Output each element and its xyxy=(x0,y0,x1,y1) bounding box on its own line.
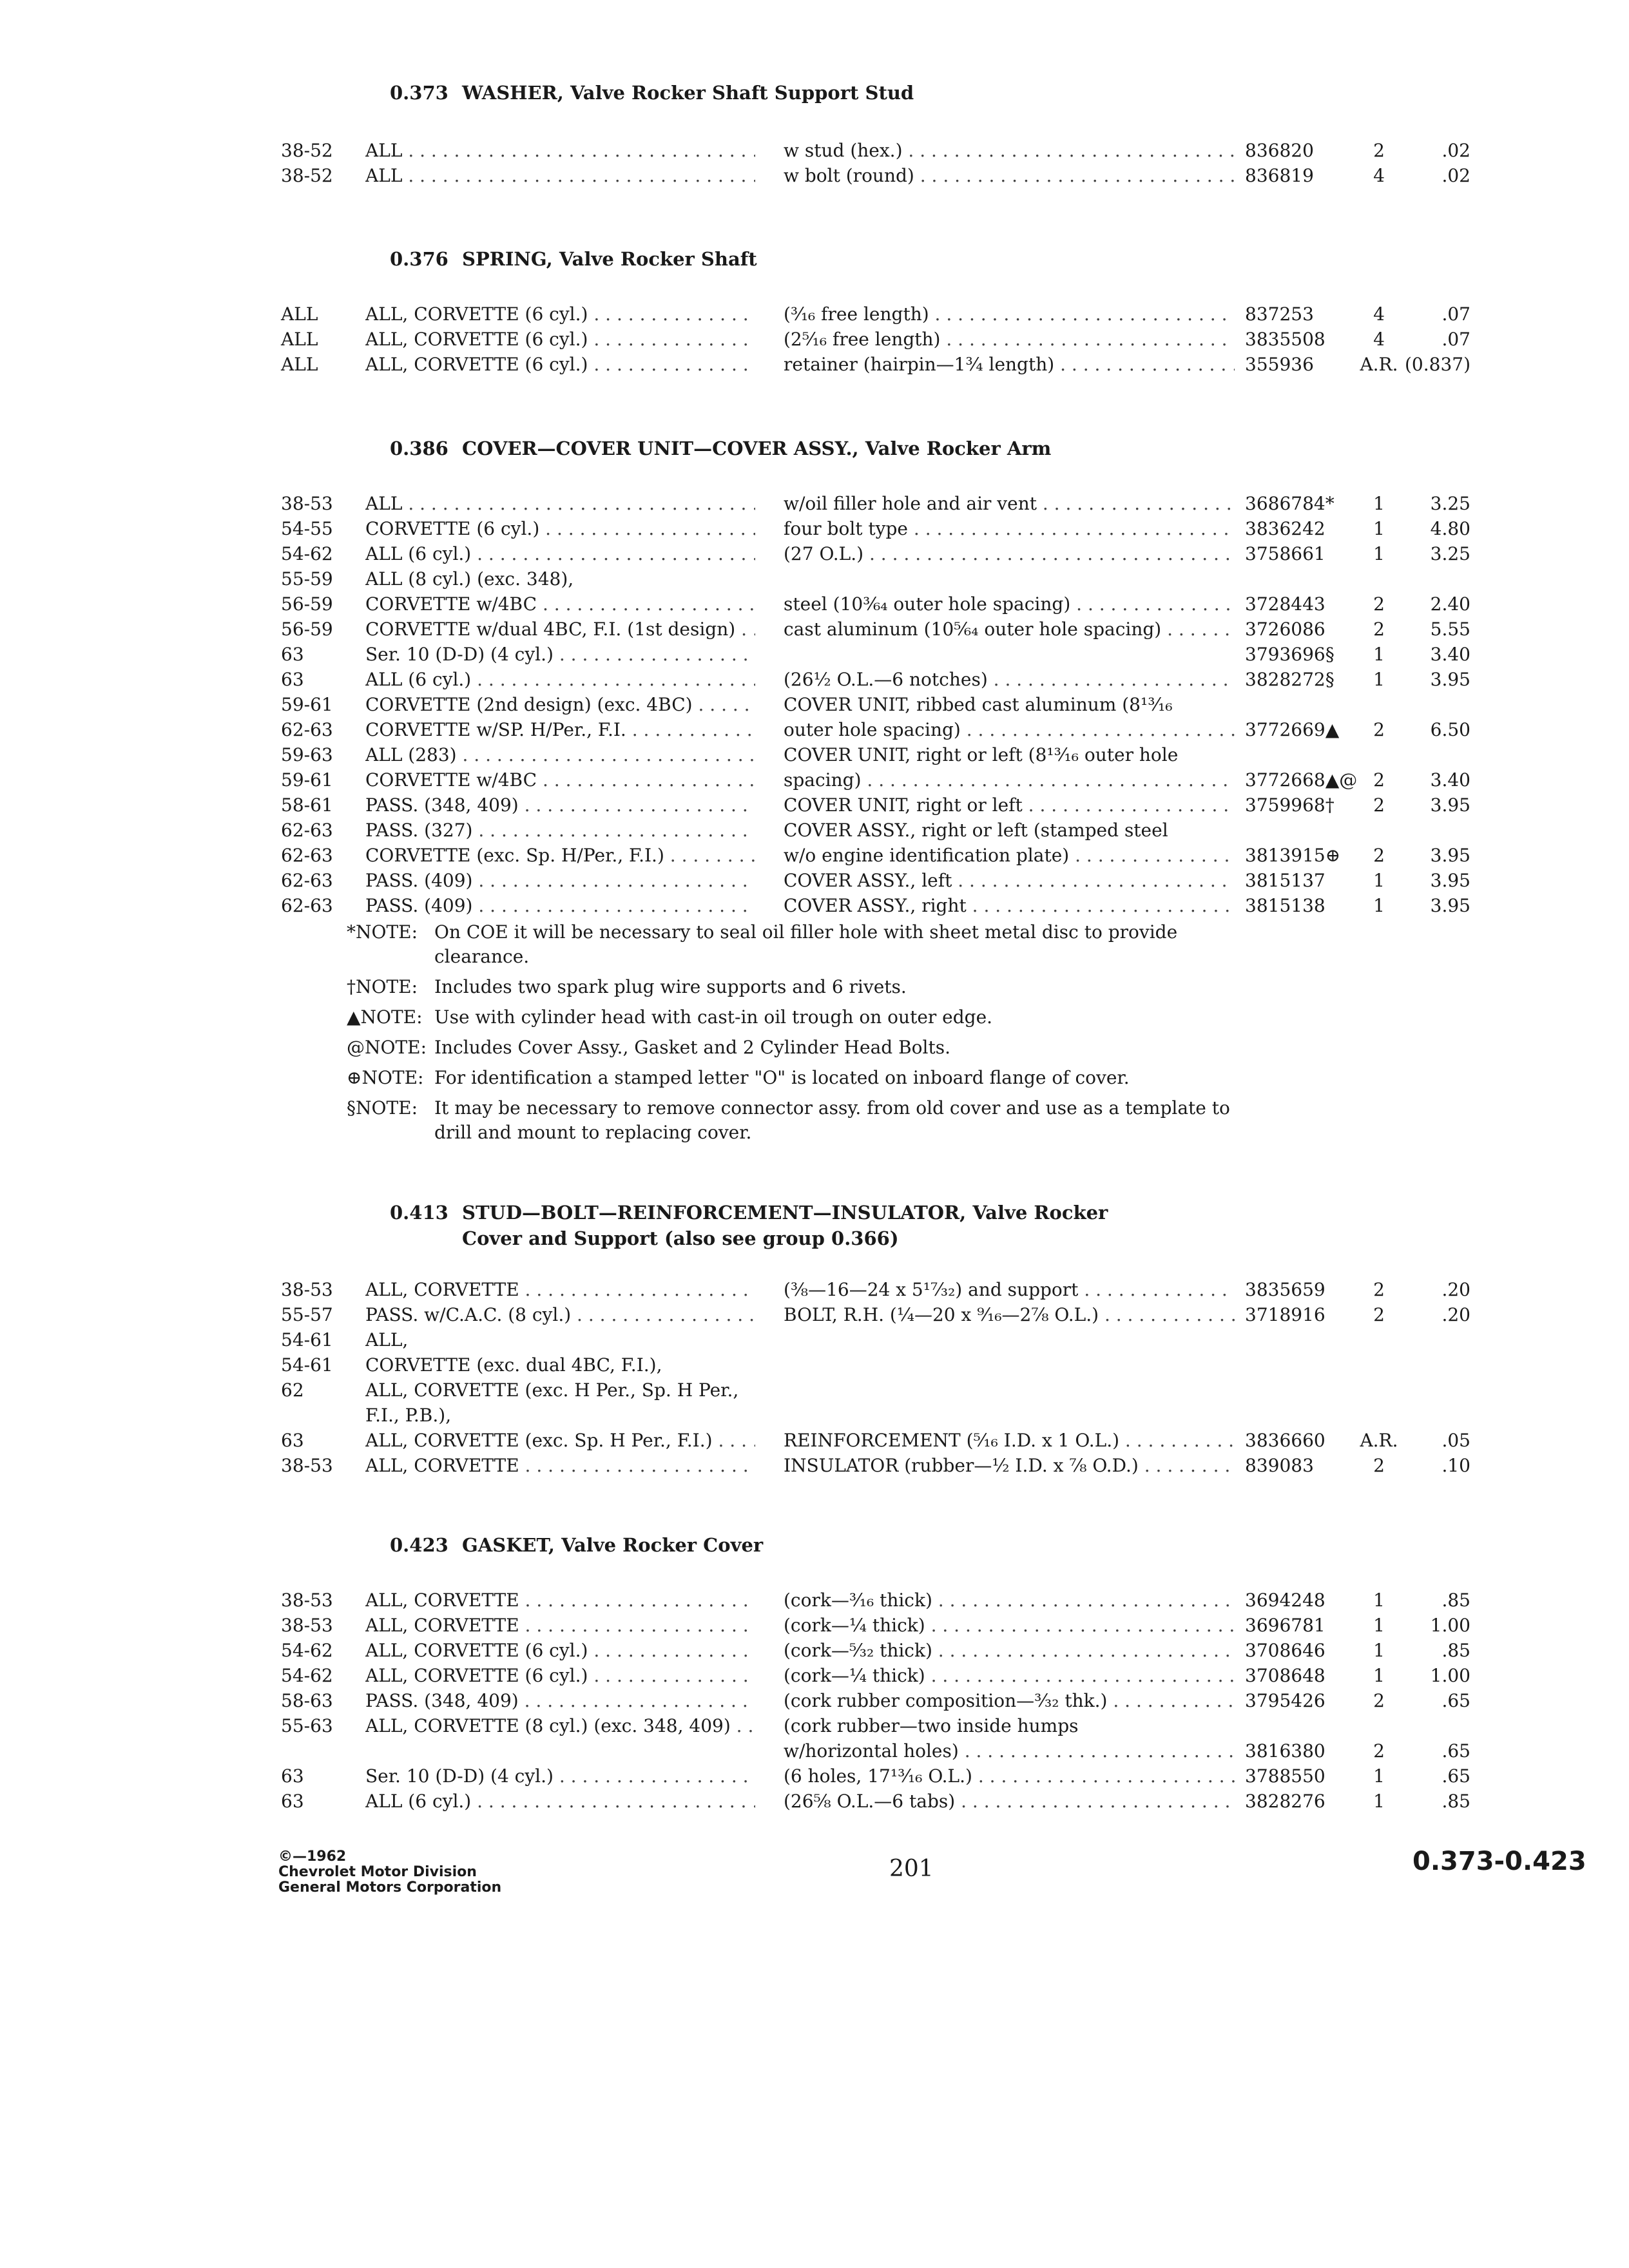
footnote xyxy=(347,920,1236,969)
description: (6 holes, 17¹³⁄₁₆ O.L.) . . . xyxy=(784,1763,1235,1789)
table-row xyxy=(0,327,1629,352)
division: Chevrolet Motor Division xyxy=(278,1864,477,1880)
application: CORVETTE w/dual 4BC, F.I. (1st design) . . . xyxy=(365,617,755,642)
quantity: 1 xyxy=(1373,518,1385,539)
footnote-mark: †NOTE: xyxy=(347,976,418,997)
model-year: 55-63 xyxy=(281,1715,333,1736)
model-year: 59-63 xyxy=(281,744,333,765)
footnote-text: Includes Cover Assy., Gasket and 2 Cylinder Head Bolts. xyxy=(434,1037,951,1058)
model-year: 54-62 xyxy=(281,543,333,564)
model-year: 54-62 xyxy=(281,1640,333,1661)
part-number: 3772668▲@ xyxy=(1245,769,1358,791)
footnote xyxy=(347,1035,1236,1060)
table-row xyxy=(0,1327,1629,1352)
model-year: 62-63 xyxy=(281,719,333,740)
application: ALL, CORVETTE . . . xyxy=(365,1277,755,1302)
table-row xyxy=(0,491,1629,516)
table-row xyxy=(0,352,1629,377)
quantity: 1 xyxy=(1373,644,1385,665)
part-number: 3815137 xyxy=(1245,870,1325,891)
part-number: 3813915⊕ xyxy=(1245,845,1341,866)
description: (cork rubber—two inside humps xyxy=(784,1715,1079,1736)
price: .02 xyxy=(1441,165,1470,186)
model-year: 62-63 xyxy=(281,845,333,866)
quantity: 2 xyxy=(1373,593,1385,615)
section-number: 0.373 xyxy=(390,82,448,104)
price: .07 xyxy=(1441,329,1470,350)
application: PASS. (348, 409) . . . xyxy=(365,1688,755,1713)
part-number: 3828276 xyxy=(1245,1791,1325,1812)
application: Ser. 10 (D-D) (4 cyl.) . . . xyxy=(365,1763,755,1789)
application: CORVETTE (2nd design) (exc. 4BC) . . . xyxy=(365,692,755,717)
section-title: SPRING, Valve Rocker Shaft xyxy=(462,248,757,270)
table-row xyxy=(0,1352,1629,1378)
model-year: 38-53 xyxy=(281,1615,333,1636)
section-heading xyxy=(390,80,914,106)
footer-publisher xyxy=(278,1849,501,1896)
quantity: 1 xyxy=(1373,1640,1385,1661)
table-row xyxy=(0,868,1629,893)
model-year: 38-53 xyxy=(281,1279,333,1300)
part-number: 3758661 xyxy=(1245,543,1325,564)
model-year: 56-59 xyxy=(281,619,333,640)
description: w/o engine identification plate) . . . xyxy=(784,843,1235,868)
section-title: GASKET, Valve Rocker Cover xyxy=(462,1534,764,1556)
application: ALL . . . xyxy=(365,491,755,516)
table-row xyxy=(0,1428,1629,1453)
model-year: 38-52 xyxy=(281,140,333,161)
application: ALL, CORVETTE (6 cyl.) . . . xyxy=(365,1663,755,1688)
part-number: 839083 xyxy=(1245,1455,1314,1476)
table-row xyxy=(0,1613,1629,1638)
price: .65 xyxy=(1441,1690,1470,1711)
quantity: 2 xyxy=(1373,140,1385,161)
table-row xyxy=(0,692,1629,717)
section-title: WASHER, Valve Rocker Shaft Support Stud xyxy=(462,82,914,104)
model-year: 63 xyxy=(281,644,304,665)
description: COVER UNIT, right or left (8¹³⁄₁₆ outer hole xyxy=(784,744,1179,765)
price: 3.95 xyxy=(1430,669,1470,690)
table-row xyxy=(0,1738,1629,1763)
application: CORVETTE w/SP. H/Per., F.I. . . . xyxy=(365,717,755,742)
footnote xyxy=(347,1096,1236,1145)
quantity: 2 xyxy=(1373,794,1385,816)
description: w/horizontal holes) . . . xyxy=(784,1738,1235,1763)
model-year: 38-53 xyxy=(281,1455,333,1476)
footnote xyxy=(347,975,1236,999)
application: F.I., P.B.), xyxy=(365,1405,452,1426)
price: 6.50 xyxy=(1430,719,1470,740)
price: .65 xyxy=(1441,1765,1470,1787)
table-row xyxy=(0,818,1629,843)
model-year: 62-63 xyxy=(281,895,333,916)
part-number: 3759968† xyxy=(1245,794,1335,816)
footnote-mark: ▲NOTE: xyxy=(347,1006,423,1028)
description: (cork rubber composition—³⁄₃₂ thk.) . . . xyxy=(784,1688,1235,1713)
table-row xyxy=(0,843,1629,868)
price: .20 xyxy=(1441,1304,1470,1325)
model-year: 54-61 xyxy=(281,1354,333,1376)
model-year: 63 xyxy=(281,669,304,690)
section-heading xyxy=(390,1200,1108,1251)
table-row xyxy=(0,1302,1629,1327)
quantity: 2 xyxy=(1373,1690,1385,1711)
quantity: 2 xyxy=(1373,1455,1385,1476)
footnote xyxy=(347,1005,1236,1030)
application: PASS. (409) . . . xyxy=(365,893,755,918)
quantity: 2 xyxy=(1373,719,1385,740)
part-number: 3708648 xyxy=(1245,1665,1325,1686)
table-row xyxy=(0,642,1629,667)
price: .07 xyxy=(1441,303,1470,325)
quantity: 2 xyxy=(1373,769,1385,791)
price: 3.40 xyxy=(1430,769,1470,791)
description: INSULATOR (rubber—½ I.D. x ⅞ O.D.) . . . xyxy=(784,1453,1235,1478)
price: 3.40 xyxy=(1430,644,1470,665)
application: ALL, CORVETTE (8 cyl.) (exc. 348, 409) . . . xyxy=(365,1713,755,1738)
part-number: 3708646 xyxy=(1245,1640,1325,1661)
table-row xyxy=(0,1789,1629,1814)
price: .85 xyxy=(1441,1590,1470,1611)
quantity: 2 xyxy=(1373,1740,1385,1762)
application: ALL, xyxy=(365,1329,409,1350)
footnote-mark: @NOTE: xyxy=(347,1037,427,1058)
application: ALL, CORVETTE (exc. H Per., Sp. H Per., xyxy=(365,1379,739,1401)
parts-table xyxy=(0,302,1629,377)
section-number: 0.386 xyxy=(390,437,448,459)
table-row xyxy=(0,591,1629,617)
application: CORVETTE w/4BC . . . xyxy=(365,591,755,617)
footnote-text: On COE it will be necessary to seal oil filler hole with sheet metal disc to provide clearance. xyxy=(434,921,1178,967)
section-number: 0.423 xyxy=(390,1534,448,1556)
table-row xyxy=(0,717,1629,742)
model-year: 54-61 xyxy=(281,1329,333,1350)
quantity: 1 xyxy=(1373,669,1385,690)
price: .05 xyxy=(1441,1430,1470,1451)
description: COVER UNIT, right or left . . . xyxy=(784,793,1235,818)
model-year: 54-55 xyxy=(281,518,333,539)
description: steel (10³⁄₆₄ outer hole spacing) . . . xyxy=(784,591,1235,617)
description: retainer (hairpin—1¾ length) . . . xyxy=(784,352,1235,377)
model-year: 63 xyxy=(281,1765,304,1787)
parts-table xyxy=(0,491,1629,918)
price: .85 xyxy=(1441,1640,1470,1661)
model-year: 62-63 xyxy=(281,820,333,841)
application: PASS. (327) . . . xyxy=(365,818,755,843)
part-number: 837253 xyxy=(1245,303,1314,325)
section-title: STUD—BOLT—REINFORCEMENT—INSULATOR, Valve Rocker xyxy=(462,1202,1108,1224)
price: 1.00 xyxy=(1430,1665,1470,1686)
price: 2.40 xyxy=(1430,593,1470,615)
part-number: 836820 xyxy=(1245,140,1314,161)
application: PASS. w/C.A.C. (8 cyl.) . . . xyxy=(365,1302,755,1327)
price: .10 xyxy=(1441,1455,1470,1476)
description: COVER ASSY., right or left (stamped steel xyxy=(784,820,1168,841)
application: CORVETTE w/4BC . . . xyxy=(365,767,755,793)
quantity: 4 xyxy=(1373,303,1385,325)
page-group-range: 0.373-0.423 xyxy=(1412,1847,1586,1876)
part-number: 3836242 xyxy=(1245,518,1325,539)
model-year: 62 xyxy=(281,1379,304,1401)
parts-table xyxy=(0,1588,1629,1814)
price: (0.837) xyxy=(1404,354,1470,375)
table-row xyxy=(0,1403,1629,1428)
part-number: 3836660 xyxy=(1245,1430,1325,1451)
description: COVER ASSY., right . . . xyxy=(784,893,1235,918)
table-row xyxy=(0,163,1629,188)
footnote-text: For identification a stamped letter "O" is located on inboard flange of cover. xyxy=(434,1067,1130,1088)
application: CORVETTE (6 cyl.) . . . xyxy=(365,516,755,541)
price: .20 xyxy=(1441,1279,1470,1300)
model-year: 63 xyxy=(281,1430,304,1451)
description: w bolt (round) . . . xyxy=(784,163,1235,188)
model-year: 38-53 xyxy=(281,493,333,514)
quantity: 1 xyxy=(1373,1665,1385,1686)
section-title-line2: Cover and Support (also see group 0.366) xyxy=(462,1227,899,1249)
description: (cork—¼ thick) . . . xyxy=(784,1613,1235,1638)
part-number: 3816380 xyxy=(1245,1740,1325,1762)
application: PASS. (409) . . . xyxy=(365,868,755,893)
model-year: 58-63 xyxy=(281,1690,333,1711)
description: (⅜—16—24 x 5¹⁷⁄₃₂) and support . . . xyxy=(784,1277,1235,1302)
model-year: 62-63 xyxy=(281,870,333,891)
price: 3.95 xyxy=(1430,845,1470,866)
table-row xyxy=(0,1277,1629,1302)
price: 1.00 xyxy=(1430,1615,1470,1636)
quantity: 1 xyxy=(1373,1615,1385,1636)
quantity: 4 xyxy=(1373,165,1385,186)
footnote-mark: ⊕NOTE: xyxy=(347,1067,424,1088)
model-year: 59-61 xyxy=(281,694,333,715)
part-number: 836819 xyxy=(1245,165,1314,186)
model-year: 63 xyxy=(281,1791,304,1812)
part-number: 3726086 xyxy=(1245,619,1325,640)
application: CORVETTE (exc. dual 4BC, F.I.), xyxy=(365,1354,662,1376)
application: ALL (6 cyl.) . . . xyxy=(365,1789,755,1814)
model-year: ALL xyxy=(281,329,318,350)
price: 3.25 xyxy=(1430,543,1470,564)
model-year: 38-53 xyxy=(281,1590,333,1611)
part-number: 3686784* xyxy=(1245,493,1335,514)
quantity: 2 xyxy=(1373,1304,1385,1325)
quantity: 2 xyxy=(1373,1279,1385,1300)
table-row xyxy=(0,516,1629,541)
page-number: 201 xyxy=(889,1856,934,1882)
table-row xyxy=(0,667,1629,692)
price: 3.95 xyxy=(1430,870,1470,891)
quantity: A.R. xyxy=(1360,354,1398,375)
part-number: 355936 xyxy=(1245,354,1314,375)
application: ALL, CORVETTE . . . xyxy=(365,1588,755,1613)
table-row xyxy=(0,138,1629,163)
description: four bolt type . . . xyxy=(784,516,1235,541)
quantity: 1 xyxy=(1373,1590,1385,1611)
description: w/oil filler hole and air vent . . . xyxy=(784,491,1235,516)
part-number: 3828272§ xyxy=(1245,669,1335,690)
part-number: 3694248 xyxy=(1245,1590,1325,1611)
quantity: 1 xyxy=(1373,1791,1385,1812)
description: (cork—³⁄₁₆ thick) . . . xyxy=(784,1588,1235,1613)
quantity: 1 xyxy=(1373,493,1385,514)
application: ALL . . . xyxy=(365,163,755,188)
table-row xyxy=(0,541,1629,566)
model-year: ALL xyxy=(281,354,318,375)
description: w stud (hex.) . . . xyxy=(784,138,1235,163)
table-row xyxy=(0,742,1629,767)
application: ALL, CORVETTE (6 cyl.) . . . xyxy=(365,327,755,352)
section-heading xyxy=(390,1532,763,1558)
table-row xyxy=(0,617,1629,642)
application: ALL (6 cyl.) . . . xyxy=(365,541,755,566)
application: PASS. (348, 409) . . . xyxy=(365,793,755,818)
section-title: COVER—COVER UNIT—COVER ASSY., Valve Rocker Arm xyxy=(462,437,1052,459)
part-number: 3772669▲ xyxy=(1245,719,1340,740)
part-number: 3788550 xyxy=(1245,1765,1325,1787)
table-row xyxy=(0,1763,1629,1789)
corporation: General Motors Corporation xyxy=(278,1879,502,1896)
footnote-text: It may be necessary to remove connector assy. from old cover and use as a template to drill and mount to replacing cover. xyxy=(434,1097,1230,1143)
description: REINFORCEMENT (⁵⁄₁₆ I.D. x 1 O.L.) . . . xyxy=(784,1428,1235,1453)
price: 3.95 xyxy=(1430,794,1470,816)
application: ALL, CORVETTE (6 cyl.) . . . xyxy=(365,352,755,377)
table-row xyxy=(0,302,1629,327)
application: ALL, CORVETTE (6 cyl.) . . . xyxy=(365,1638,755,1663)
description: (cork—⁵⁄₃₂ thick) . . . xyxy=(784,1638,1235,1663)
table-row xyxy=(0,1588,1629,1613)
model-year: 58-61 xyxy=(281,794,333,816)
table-row xyxy=(0,793,1629,818)
quantity: A.R. xyxy=(1360,1430,1398,1451)
table-row xyxy=(0,1663,1629,1688)
parts-table xyxy=(0,1277,1629,1478)
price: 5.55 xyxy=(1430,619,1470,640)
price: 3.25 xyxy=(1430,493,1470,514)
description: (26½ O.L.—6 notches) . . . xyxy=(784,667,1235,692)
description: outer hole spacing) . . . xyxy=(784,717,1235,742)
model-year: 55-57 xyxy=(281,1304,333,1325)
description: (cork—¼ thick) . . . xyxy=(784,1663,1235,1688)
price: 4.80 xyxy=(1430,518,1470,539)
part-number: 3795426 xyxy=(1245,1690,1325,1711)
table-row xyxy=(0,566,1629,591)
footnote-text: Use with cylinder head with cast-in oil trough on outer edge. xyxy=(434,1006,993,1028)
quantity: 2 xyxy=(1373,845,1385,866)
quantity: 4 xyxy=(1373,329,1385,350)
model-year: 55-59 xyxy=(281,568,333,590)
price: .65 xyxy=(1441,1740,1470,1762)
application: ALL (8 cyl.) (exc. 348), xyxy=(365,568,574,590)
footnote-mark: §NOTE: xyxy=(347,1097,418,1119)
parts-table xyxy=(0,138,1629,188)
description: COVER ASSY., left . . . xyxy=(784,868,1235,893)
table-row xyxy=(0,1713,1629,1738)
description: (27 O.L.) . . . xyxy=(784,541,1235,566)
part-number: 3696781 xyxy=(1245,1615,1325,1636)
application: ALL, CORVETTE . . . xyxy=(365,1453,755,1478)
part-number: 3793696§ xyxy=(1245,644,1335,665)
model-year: 59-61 xyxy=(281,769,333,791)
application: ALL, CORVETTE (exc. Sp. H Per., F.I.) . . . xyxy=(365,1428,755,1453)
table-row xyxy=(0,1688,1629,1713)
part-number: 3815138 xyxy=(1245,895,1325,916)
application: ALL (6 cyl.) . . . xyxy=(365,667,755,692)
section-number: 0.413 xyxy=(390,1202,448,1224)
quantity: 1 xyxy=(1373,543,1385,564)
footnote xyxy=(347,1066,1236,1090)
section-heading xyxy=(390,246,757,272)
table-row xyxy=(0,1378,1629,1403)
part-number: 3728443 xyxy=(1245,593,1325,615)
footnote-mark: *NOTE: xyxy=(347,921,418,943)
model-year: 56-59 xyxy=(281,593,333,615)
footnote-text: Includes two spark plug wire supports and 6 rivets. xyxy=(434,976,907,997)
description: BOLT, R.H. (¼—20 x ⁹⁄₁₆—2⅞ O.L.) . . . xyxy=(784,1302,1235,1327)
application: CORVETTE (exc. Sp. H/Per., F.I.) . . . xyxy=(365,843,755,868)
copyright: ©—1962 xyxy=(278,1849,347,1865)
part-number: 3718916 xyxy=(1245,1304,1325,1325)
section-heading xyxy=(390,436,1051,461)
application: Ser. 10 (D-D) (4 cyl.) . . . xyxy=(365,642,755,667)
price: .02 xyxy=(1441,140,1470,161)
table-row xyxy=(0,1453,1629,1478)
table-row xyxy=(0,893,1629,918)
price: .85 xyxy=(1441,1791,1470,1812)
description: cast aluminum (10⁵⁄₆₄ outer hole spacing) . . . xyxy=(784,617,1235,642)
description: (2⁵⁄₁₆ free length) . . . xyxy=(784,327,1235,352)
model-year: 38-52 xyxy=(281,165,333,186)
description: COVER UNIT, ribbed cast aluminum (8¹³⁄₁₆ xyxy=(784,694,1173,715)
model-year: 54-62 xyxy=(281,1665,333,1686)
description: (26⅝ O.L.—6 tabs) . . . xyxy=(784,1789,1235,1814)
application: ALL, CORVETTE . . . xyxy=(365,1613,755,1638)
description: spacing) . . . xyxy=(784,767,1235,793)
quantity: 2 xyxy=(1373,619,1385,640)
quantity: 1 xyxy=(1373,895,1385,916)
price: 3.95 xyxy=(1430,895,1470,916)
application: ALL (283) . . . xyxy=(365,742,755,767)
part-number: 3835659 xyxy=(1245,1279,1325,1300)
application: ALL . . . xyxy=(365,138,755,163)
table-row xyxy=(0,767,1629,793)
section-number: 0.376 xyxy=(390,248,448,270)
quantity: 1 xyxy=(1373,1765,1385,1787)
model-year: ALL xyxy=(281,303,318,325)
application: ALL, CORVETTE (6 cyl.) . . . xyxy=(365,302,755,327)
notes-block xyxy=(0,920,1629,1151)
table-row xyxy=(0,1638,1629,1663)
quantity: 1 xyxy=(1373,870,1385,891)
description: (³⁄₁₆ free length) . . . xyxy=(784,302,1235,327)
part-number: 3835508 xyxy=(1245,329,1325,350)
